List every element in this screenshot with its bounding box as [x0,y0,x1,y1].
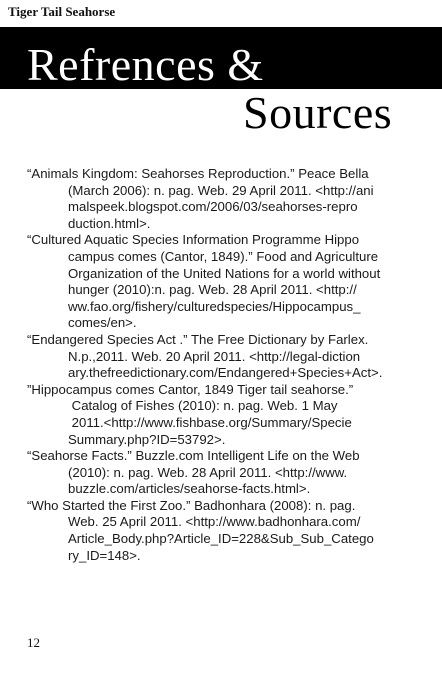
reference-entry [27,382,427,448]
reference-line: ”Hippocampus comes Cantor, 1849 Tiger tail seahorse.” [27,381,354,397]
reference-line: buzzle.com/articles/seahorse-facts.html>. [68,481,311,497]
reference-line: “Seahorse Facts.” Buzzle.com Intelligent Life on the Web [27,448,360,464]
reference-line: campus comes (Cantor, 1849).” Food and Agriculture [68,248,379,264]
reference-entry [27,332,427,382]
reference-line: ary.thefreedictionary.com/Endangered+Species+Act>. [68,365,383,381]
reference-line: hunger (2010):n. pag. Web. 28 April 2011. <http:// [68,282,357,298]
reference-line: 2011.<http://www.fishbase.org/Summary/Specie [68,414,352,430]
reference-line: ww.fao.org/fishery/culturedspecies/Hippocampus_ [68,298,361,314]
reference-line: Organization of the United Nations for a world without [68,265,381,281]
reference-line: (2010): n. pag. Web. 28 April 2011. <http://www. [68,464,348,480]
reference-line: comes/en>. [68,315,137,331]
reference-entry [27,498,427,564]
reference-line: Catalog of Fishes (2010): n. pag. Web. 1 May [68,398,338,414]
reference-entry [27,448,427,498]
reference-line: malspeek.blogspot.com/2006/03/seahorses-repro [68,199,358,215]
reference-line: “Animals Kingdom: Seahorses Reproduction.” Peace Bella [27,166,369,181]
page-title-line-1: Refrences & [27,39,264,90]
reference-line: Web. 25 April 2011. <http://www.badhonhara.com/ [68,514,361,530]
reference-line: Article_Body.php?Article_ID=228&Sub_Sub_Catego [68,531,374,547]
page-number: 12 [27,635,40,650]
reference-entry [27,232,427,332]
reference-line: N.p.,2011. Web. 20 April 2011. <http://legal-diction [68,348,361,364]
page-title-line-2: Sources [243,87,393,138]
running-header: Tiger Tail Seahorse [8,4,116,19]
reference-entry [27,166,427,232]
references-list [27,166,427,564]
reference-line: “Who Started the First Zoo.” Badhonhara (2008): n. pag. [27,497,356,513]
reference-line: “Endangered Species Act .” The Free Dictionary by Farlex. [27,331,369,347]
reference-line: ry_ID=148>. [68,547,141,563]
reference-line: Summary.php?ID=53792>. [68,431,226,447]
reference-line: “Cultured Aquatic Species Information Programme Hippo [27,232,360,248]
reference-line: duction.html>. [68,215,151,231]
reference-line: (March 2006): n. pag. Web. 29 April 2011. <http://ani [68,182,374,198]
